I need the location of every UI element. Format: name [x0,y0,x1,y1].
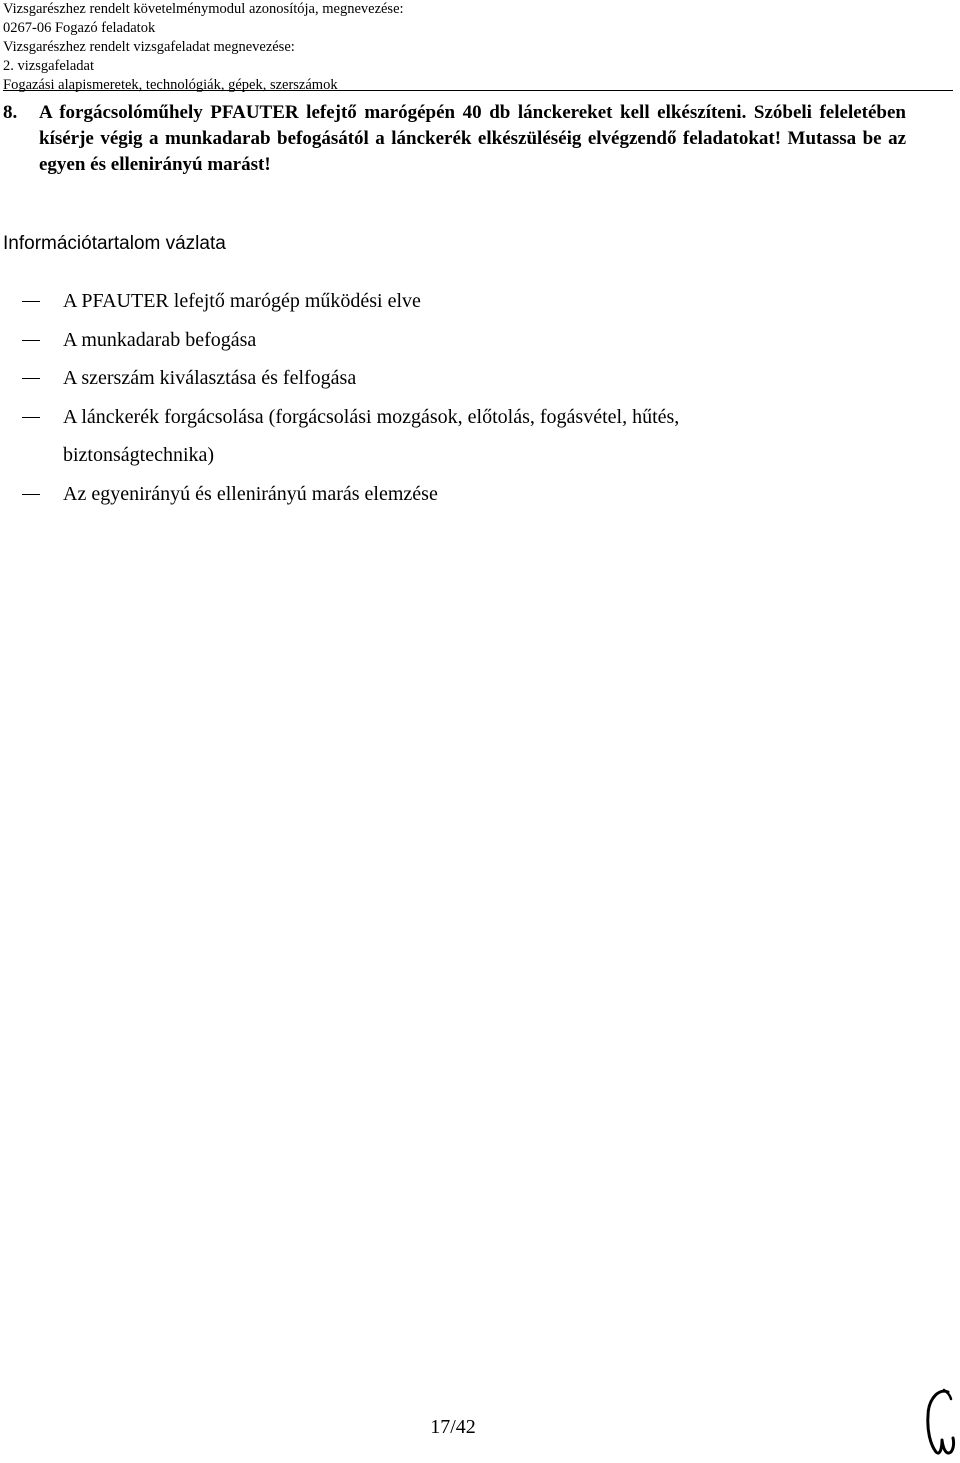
header-task-name: Fogazási alapismeretek, technológiák, gépek, szerszámok [3,77,338,93]
document-header [3,0,953,91]
dash-bullet-icon [22,475,63,514]
list-item-text: A lánckerék forgácsolása (forgácsolási mozgások, előtolás, fogásvétel, hűtés, biztonságtechnika) [63,405,680,467]
list-item [22,398,822,475]
dash-bullet-icon [22,398,63,437]
outline-title: Információtartalom vázlata [3,233,226,254]
list-item-text: Az egyenirányú és ellenirányú marás elemzése [63,482,438,505]
header-module-name: 0267-06 Fogazó feladatok [3,20,156,36]
signature-icon [918,1386,958,1462]
list-item-text: A PFAUTER lefejtő marógép működési elve [63,290,421,312]
list-item [22,321,822,360]
header-module-label: Vizsgarészhez rendelt követelménymodul azonosítója, megnevezése: [3,1,404,17]
task-statement [3,100,906,178]
list-item [22,359,822,398]
list-item-text: A szerszám kiválasztása és felfogása [63,367,357,390]
dash-bullet-icon [22,282,63,321]
outline-list [22,282,822,514]
task-number: 8. [3,102,18,123]
page-number: 17/42 [430,1416,476,1438]
task-text: A forgácsolóműhely PFAUTER lefejtő marógépén 40 db lánckereket kell elkészíteni. Szóbeli feleletében kísérje végig a munkadarab befogásától a lánckerék elkészüléséig elvégzendő feladatokat! Mutassa be az egyen és ellenirányú marást! [39,102,906,175]
list-item [22,475,822,514]
dash-bullet-icon [22,321,63,360]
dash-bullet-icon [22,359,63,398]
list-item [22,282,822,321]
list-item-text: A munkadarab befogása [63,328,257,351]
header-task-number: 2. vizsgafeladat [3,58,94,74]
header-task-label: Vizsgarészhez rendelt vizsgafeladat megnevezése: [3,39,295,55]
